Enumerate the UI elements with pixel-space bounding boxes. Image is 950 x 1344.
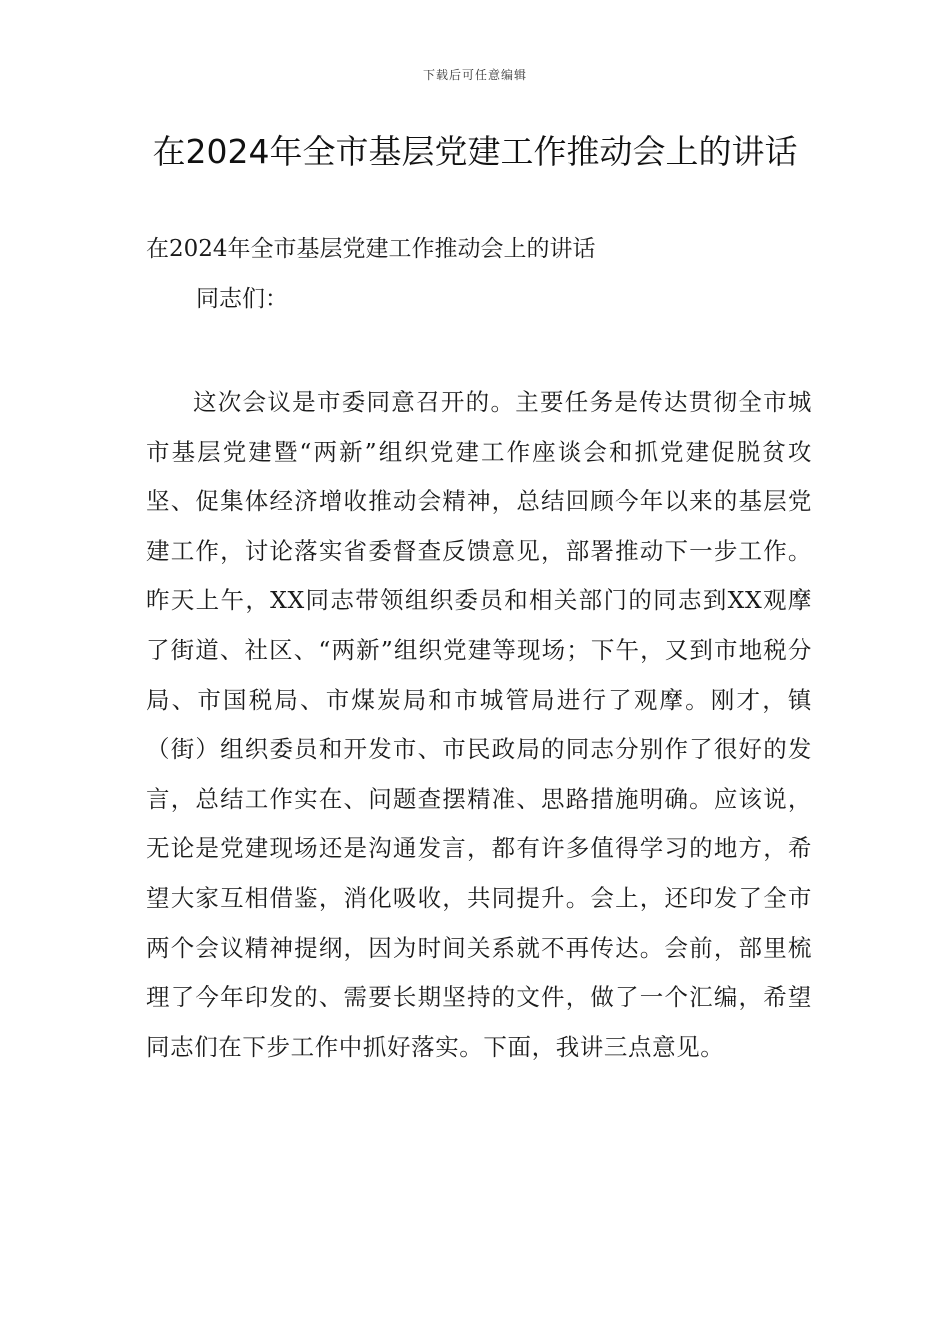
header-note: 下载后可任意编辑: [422, 68, 527, 82]
document-subtitle: 在2024年全市基层党建工作推动会上的讲话: [146, 236, 596, 262]
salutation: 同志们：: [196, 286, 288, 312]
document-title: 在2024年全市基层党建工作推动会上的讲话: [152, 132, 798, 171]
body-paragraph: 这次会议是市委同意召开的。主要任务是传达贯彻全市城市基层党建暨“两新”组织党建工作座谈会和抓党建促脱贫攻坚、促集体经济增收推动会精神，总结回顾今年以来的基层党建工作，讨论落实省委督查反馈意见，部署推动下一步工作。昨天上午，XX同志带领组织委员和相关部门的同志到XX观摩了街道、社区、“两新”组织党建等现场；下午，又到市地税分局、市国税局、市煤炭局和市城管局进行了观摩。刚才，镇（街）组织委员和开发市、市民政局的同志分别作了很好的发言，总结工作实在、问题查摆精准、思路措施明确。应该说，无论是党建现场还是沟通发言，都有许多值得学习的地方，希望大家互相借鉴，消化吸收，共同提升。会上，还印发了全市两个会议精神提纲，因为时间关系就不再传达。会前，部里梳理了今年印发的、需要长期坚持的文件，做了一个汇编，希望同志们在下步工作中抓好落实。下面，我讲三点意见。: [146, 388, 812, 1061]
